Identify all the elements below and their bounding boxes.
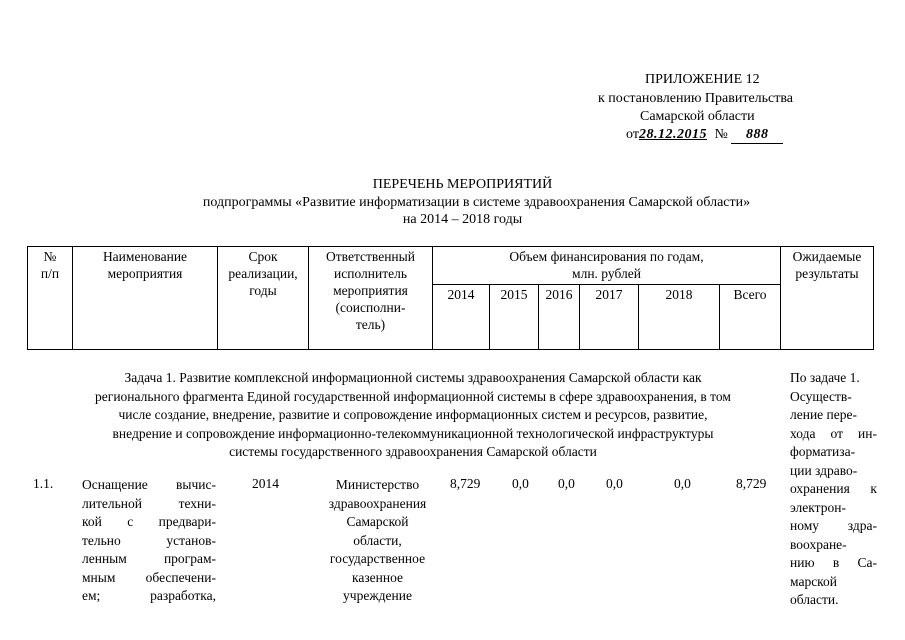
- task1-text: Задача 1. Развитие комплексной информационной системы здравоохранения Самарской области как регионального фрагмента Единой государственной информационной системы в сфере здравоохранения, в том числе создание, внедрение, развитие и сопровождение информационных систем и ресурсов, развитие, внедрение и сопровождение информационно-телекоммуникационной технологической инфраструктуры системы государственного здравоохранения Самарской области: [95, 370, 731, 459]
- row-1-1-value-2014: 8,729: [450, 476, 481, 491]
- appendix-line2: Самарской области: [640, 109, 755, 124]
- year-2018: 2018: [639, 284, 720, 349]
- handwritten-date: 28.12.2015: [638, 127, 707, 142]
- row-1-1-term: 2014: [252, 476, 279, 491]
- appendix-line1: к постановлению Правительства: [598, 91, 794, 106]
- row-1-1-num: 1.1.: [33, 476, 54, 491]
- col-funding: Объем финансирования по годам, млн. рублей: [433, 247, 781, 285]
- row-1-1-value-total: 8,729: [736, 476, 767, 491]
- task1-expected-results: По задаче 1. Осуществ- ление пере- хода от ин- форматиза- ции здраво- охранения к электрон- ному здра- воохране- нию в Са- марской области.: [790, 370, 877, 607]
- page-period: на 2014 – 2018 годы: [402, 212, 523, 227]
- year-2014: 2014: [433, 284, 490, 349]
- page-subtitle: подпрограммы «Развитие информатизации в системе здравоохранения Самарской области»: [202, 195, 751, 210]
- measures-table-header: [27, 246, 874, 350]
- year-2016: 2016: [539, 284, 580, 349]
- col-num: № п/п: [28, 247, 73, 350]
- year-2015: 2015: [490, 284, 539, 349]
- row-1-1-value-2018: 0,0: [674, 476, 691, 491]
- handwritten-number: 888: [731, 127, 783, 144]
- col-results: Ожидаемые результаты: [781, 247, 874, 350]
- row-1-1-value-2016: 0,0: [558, 476, 575, 491]
- page-title: ПЕРЕЧЕНЬ МЕРОПРИЯТИЙ: [372, 177, 553, 192]
- row-1-1-executor: Министерство здравоохранения Самарской области, государственное казенное учреждение: [328, 477, 427, 603]
- appendix-date-line: [626, 127, 783, 144]
- row-1-1-name: Оснащение вычис- лительной техни- кой с предвари- тельно установ- ленным програм- мным обеспечени- ем; разработка,: [82, 477, 216, 603]
- year-total: Всего: [720, 284, 781, 349]
- row-1-1-value-2015: 0,0: [512, 476, 529, 491]
- number-prefix: №: [714, 127, 728, 142]
- appendix-title: ПРИЛОЖЕНИЕ 12: [645, 72, 760, 87]
- col-term: Срок реализации, годы: [218, 247, 309, 350]
- col-executor: Ответственный исполнитель мероприятия (соисполни- тель): [309, 247, 433, 350]
- row-1-1-value-2017: 0,0: [606, 476, 623, 491]
- col-name: Наименование мероприятия: [73, 247, 218, 350]
- date-prefix: от: [626, 127, 639, 142]
- year-2017: 2017: [580, 284, 639, 349]
